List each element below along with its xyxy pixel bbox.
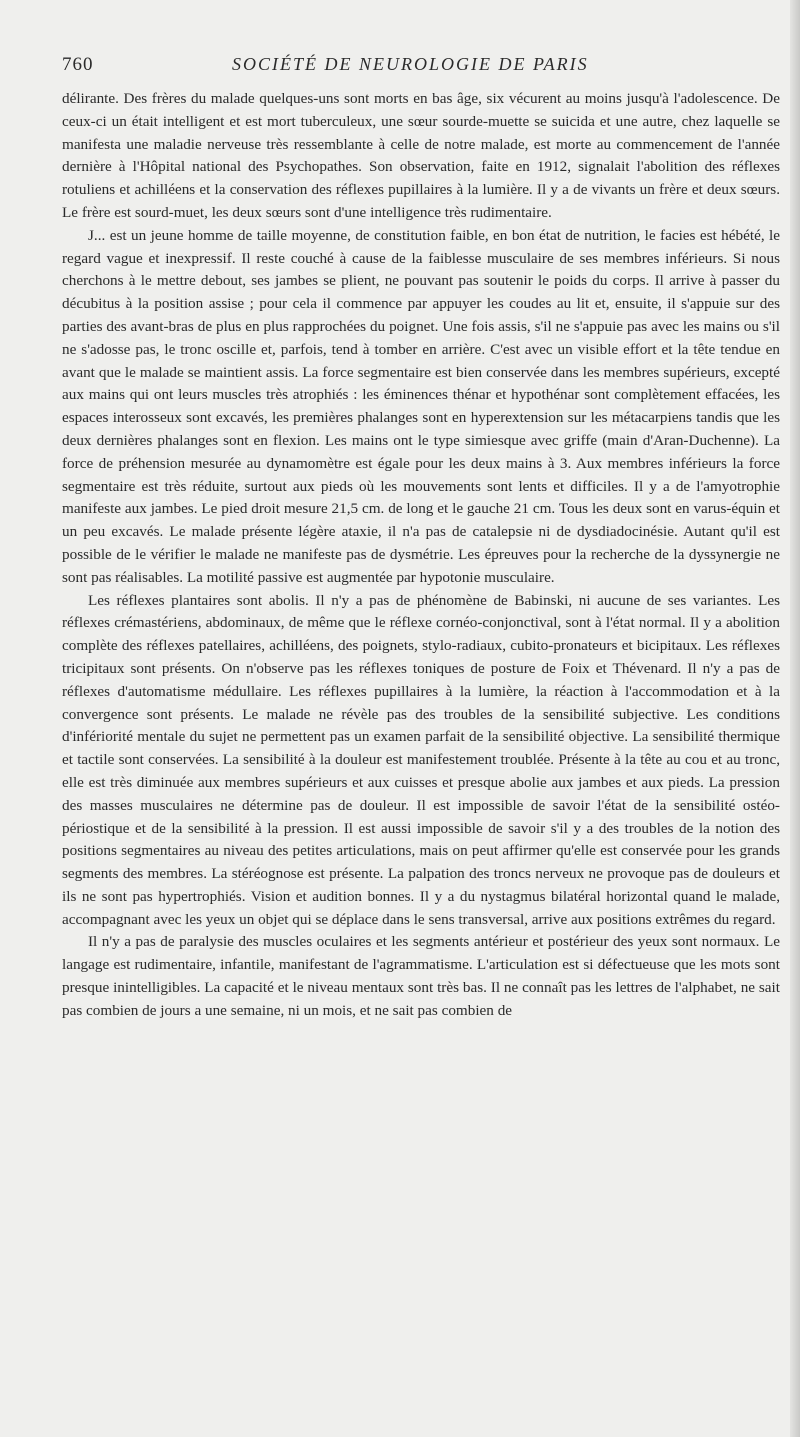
page-number: 760 [62, 54, 94, 75]
running-head: SOCIÉTÉ DE NEUROLOGIE DE PARIS [232, 54, 589, 74]
paragraph-3: Les réflexes plantaires sont abolis. Il n'y a pas de phénomène de Babinski, ni aucune de ses variantes. Les réflexes crémastériens, abdominaux, de même que le réflexe cornéo-conjonctival, sont à l'état normal. Il y a abolition complète des réflexes patellaires, achilléens, des poignets, stylo-radiaux, cubito-pronateurs et bicipitaux. Les réflexes tricipitaux sont présents. On n'observe pas les réflexes toniques de posture de Foix et Thévenard. Il n'y a pas de réflexes d'automatisme médullaire. Les réflexes pupillaires à la lumière, la réaction à l'accommodation et à la convergence sont présents. Le malade ne révèle pas des troubles de la sensibilité subjective. Les conditions d'infériorité mentale du sujet ne permettent pas un examen parfait de la sensibilité objective. La sensibilité thermique et tactile sont conservées. La sensibilité à la douleur est manifestement troublée. Présente à la tête au cou et au tronc, elle est très diminuée aux membres supérieurs et aux cuisses et presque abolie aux jambes et aux pieds. La pression des masses musculaires ne détermine pas de douleur. Il est impossible de savoir l'état de la sensibilité ostéo-périostique et de la sensibilité à la pression. Il est aussi impossible de savoir s'il y a des troubles de la notion des positions segmentaires au niveau des petites articulations, mais on peut affirmer qu'elle est conservée pour les grands segments des membres. La stéréognose est présente. La palpation des troncs nerveux ne provoque pas de douleurs et ils ne sont pas hypertrophiés. Vision et audition bonnes. Il y a du nystagmus bilatéral horizontal quand le malade, accompagnant avec les yeux un objet qui se déplace dans le sens transversal, arrive aux positions extrêmes du regard. [62, 591, 780, 928]
body-text [62, 88, 780, 1023]
paragraph-2: J... est un jeune homme de taille moyenne, de constitution faible, en bon état de nutrition, le facies est hébété, le regard vague et inexpressif. Il reste couché à cause de la faiblesse musculaire de ses membres inférieurs. Si nous cherchons à le mettre debout, ses jambes se plient, ne pouvant pas soutenir le poids du corps. Il arrive à passer du décubitus à la position assise ; pour cela il commence par appuyer les coudes au lit et, ensuite, il s'appuie sur des parties des avant-bras de plus en plus rapprochées du poignet. Une fois assis, s'il ne s'appuie pas avec les mains ou s'il ne s'adosse pas, le tronc oscille et, parfois, tend à tomber en arrière. C'est avec un visible effort et la tête tendue en avant que le malade se maintient assis. La force segmentaire est bien conservée dans les membres supérieurs, excepté aux mains qui ont leurs muscles très atrophiés : les éminences thénar et hypothénar sont complètement effacées, les espaces interosseux sont excavés, les premières phalanges sont en hyperextension sur les métacarpiens tandis que les deux dernières phalanges sont en flexion. Les mains ont le type simiesque avec griffe (main d'Aran-Duchenne). La force de préhension mesurée au dynamomètre est égale pour les deux mains à 3. Aux membres inférieurs la force segmentaire est très réduite, surtout aux pieds où les mouvements sont lents et difficiles. Il y a de l'amyotrophie manifeste aux jambes. Le pied droit mesure 21,5 cm. de long et le gauche 21 cm. Tous les deux sont en varus-équin et un peu excavés. Le malade présente légère ataxie, il n'a pas de catalepsie ni de dysdiadocinésie. Autant qu'il est possible de le vérifier le malade ne manifeste pas de dysmétrie. Les épreuves pour la recherche de la dyssynergie ne sont pas réalisables. La motilité passive est augmentée par hypotonie musculaire. [62, 226, 780, 586]
page-edge [790, 0, 800, 1437]
paragraph-4: Il n'y a pas de paralysie des muscles oculaires et les segments antérieur et postérieur des yeux sont normaux. Le langage est rudimentaire, infantile, manifestant de l'agrammatisme. L'articulation est si défectueuse que les mots sont presque inintelligibles. La capacité et le niveau mentaux sont très bas. Il ne connaît pas les lettres de l'alphabet, ne sait pas combien de jours a une semaine, ni un mois, et ne sait pas combien de [62, 933, 780, 1019]
paragraph-1: délirante. Des frères du malade quelques-uns sont morts en bas âge, six vécurent au moins jusqu'à l'adolescence. De ceux-ci un était intelligent et est mort tuberculeux, une sœur sourde-muette se suicida et une autre, chez laquelle se manifesta une maladie nerveuse très ressemblante à celle de notre malade, est morte au commencement de l'année dernière à l'Hôpital national des Psychopathes. Son observation, faite en 1912, signalait l'abolition des réflexes rotuliens et achilléens et la conservation des réflexes pupillaires à la lumière. Il y a de vivants un frère et deux sœurs. Le frère est sourd-muet, les deux sœurs sont d'une intelligence très rudimentaire. [62, 90, 780, 221]
page-header [62, 52, 782, 80]
